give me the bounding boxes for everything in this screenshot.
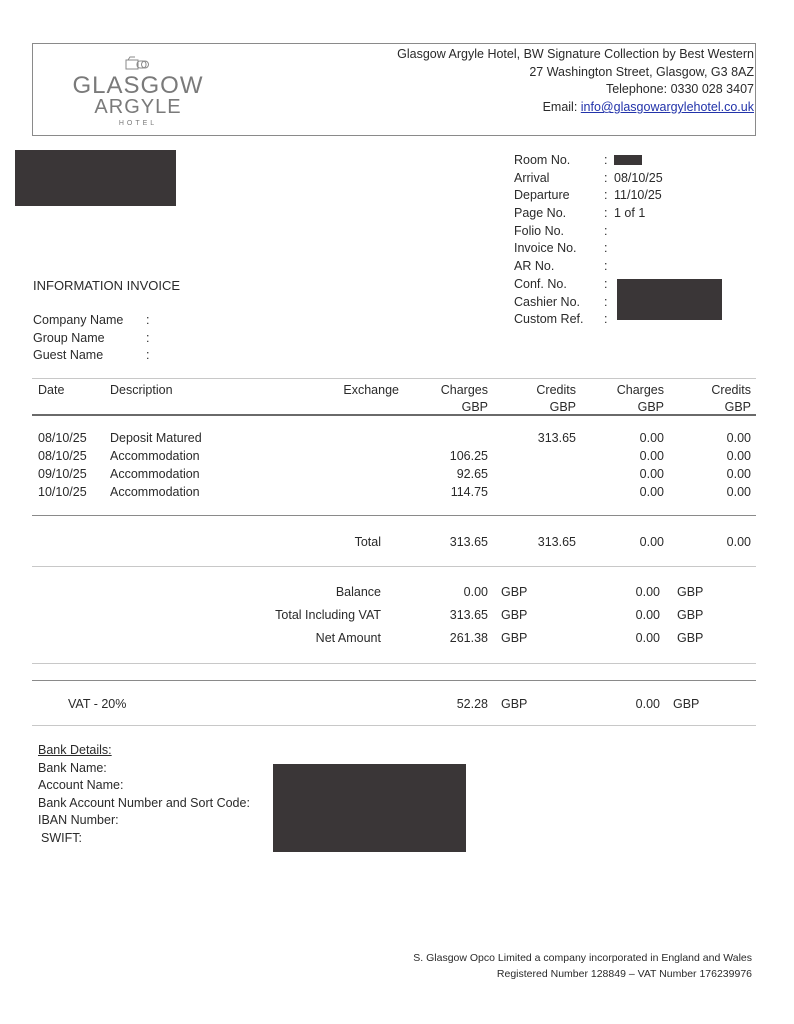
meta-row-custom-ref: Custom Ref. : bbox=[514, 312, 608, 327]
vat-label: VAT - 20% bbox=[68, 697, 127, 711]
redacted-conf-cashier-ref bbox=[617, 279, 722, 320]
meta-row-folio: Folio No. : bbox=[514, 223, 608, 238]
email-link[interactable]: info@glasgowargylehotel.co.uk bbox=[580, 100, 754, 115]
logo-mark-icon bbox=[123, 55, 153, 73]
logo-line-2: ARGYLE bbox=[94, 96, 182, 118]
redacted-guest-address bbox=[15, 150, 176, 206]
col-header-charges-2: Charges GBP bbox=[616, 383, 664, 414]
hotel-name: Glasgow Argyle Hotel, BW Signature Collection by Best Western bbox=[397, 47, 754, 61]
bank-name-label: Bank Name: bbox=[38, 760, 107, 775]
vat-top-rule-1 bbox=[32, 663, 756, 664]
vat-bottom-rule bbox=[32, 725, 756, 726]
col-header-description: Description bbox=[110, 383, 173, 397]
col-header-credits-1: Credits GBP bbox=[536, 383, 576, 414]
iban-label: IBAN Number: bbox=[38, 813, 119, 827]
col-header-charges-1: Charges GBP bbox=[440, 383, 488, 414]
col-header-credits-2: Credits GBP bbox=[711, 383, 751, 414]
email-label: Email: bbox=[542, 100, 581, 115]
group-name-row: Group Name : bbox=[33, 330, 150, 345]
total-charges-2: 0.00 bbox=[639, 535, 664, 549]
summary-top-rule bbox=[32, 566, 756, 567]
departure-date: 11/10/25 bbox=[614, 188, 662, 203]
meta-row-ar: AR No. : bbox=[514, 259, 608, 274]
total-top-rule bbox=[32, 515, 756, 516]
hotel-address: 27 Washington Street, Glasgow, G3 8AZ bbox=[529, 64, 754, 79]
hotel-contact-block bbox=[397, 46, 754, 117]
footer-line-1: S. Glasgow Opco Limited a company incorporated in England and Wales bbox=[413, 952, 752, 964]
hotel-telephone: Telephone: 0330 028 3407 bbox=[605, 82, 754, 97]
page-number: 1 of 1 bbox=[614, 206, 646, 221]
bank-details bbox=[38, 742, 250, 847]
total-credits-1: 313.65 bbox=[537, 535, 576, 549]
total-label: Total bbox=[354, 535, 381, 549]
logo-line-1: GLASGOW bbox=[72, 72, 204, 99]
col-header-date: Date bbox=[38, 383, 65, 397]
footer-line-2: Registered Number 128849 – VAT Number 176239976 bbox=[496, 968, 752, 980]
meta-row-room: Room No. : bbox=[514, 152, 663, 170]
account-name-label: Account Name: bbox=[38, 778, 124, 792]
total-credits-2: 0.00 bbox=[726, 535, 751, 549]
meta-row-page: Page No. : 1 of 1 bbox=[514, 205, 663, 223]
guest-name-row: Guest Name : bbox=[33, 348, 150, 362]
hotel-logo bbox=[58, 55, 218, 127]
redacted-bank-values bbox=[273, 764, 466, 852]
arrival-date: 08/10/25 bbox=[614, 170, 663, 185]
logo-line-3: HOTEL bbox=[118, 120, 158, 127]
meta-row-departure: Departure : 11/10/25 bbox=[514, 187, 663, 205]
company-name-row: Company Name : bbox=[33, 313, 150, 327]
table-top-rule bbox=[32, 378, 756, 379]
account-number-label: Bank Account Number and Sort Code: bbox=[38, 795, 250, 810]
hotel-email-line bbox=[397, 99, 754, 117]
bank-details-heading: Bank Details: bbox=[38, 743, 112, 757]
col-header-exchange: Exchange bbox=[343, 383, 399, 397]
redacted-room-no bbox=[614, 155, 642, 165]
meta-row-invoice: Invoice No. : bbox=[514, 241, 608, 256]
swift-label: SWIFT: bbox=[41, 830, 82, 845]
party-block bbox=[33, 312, 149, 365]
company-footer bbox=[413, 950, 752, 982]
vat-top-rule-2 bbox=[32, 680, 756, 681]
meta-row-conf: Conf. No. : bbox=[514, 276, 608, 291]
meta-row-cashier: Cashier No. : bbox=[514, 294, 608, 309]
total-charges-1: 313.65 bbox=[449, 535, 488, 549]
document-title: INFORMATION INVOICE bbox=[33, 278, 181, 293]
table-header-rule bbox=[32, 414, 756, 416]
vat-value-1: 52.28 bbox=[456, 697, 488, 711]
meta-row-arrival: Arrival : 08/10/25 bbox=[514, 170, 663, 188]
vat-value-2: 0.00 bbox=[635, 697, 660, 711]
